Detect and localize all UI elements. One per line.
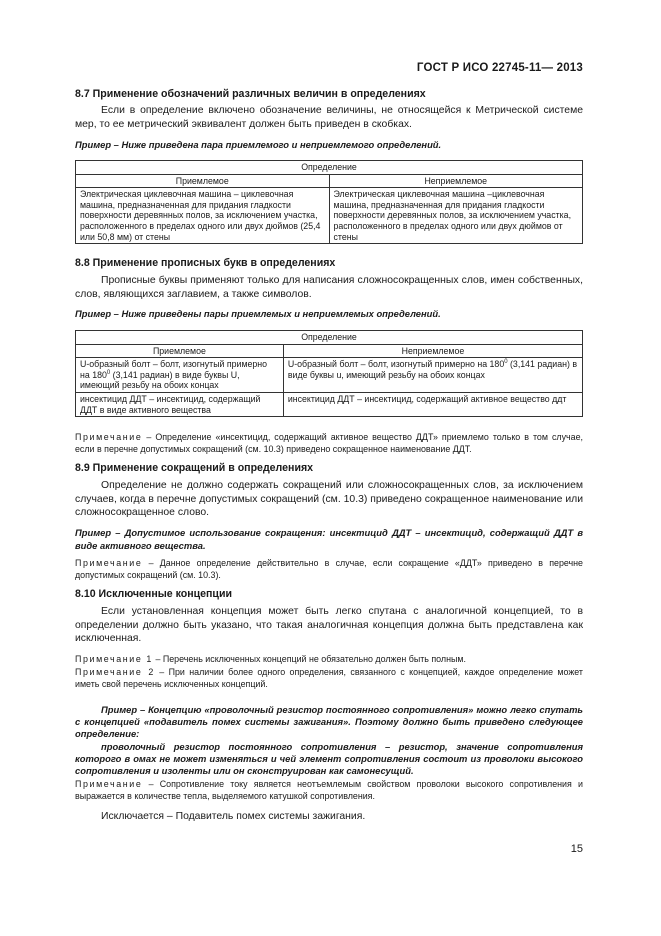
section-8-8-example: Пример – Ниже приведены пары приемлемых и неприемлемых определений. (75, 308, 441, 319)
document-id-header: ГОСТ Р ИСО 22745-11— 2013 (416, 62, 583, 74)
table-cell-acceptable: U-образный болт – болт, изогнутый примерно на $180^0$ (3,141 радиан) в виде буквы U, имеющий резьбу на обоих концах (76, 358, 284, 393)
definitions-table-1 (75, 160, 583, 244)
section-8-10-note-3: Примечание – Сопротивление току является неотъемлемым свойством проволоки высокого сопротивления и выражается в количестве тепла, выделяемого катушкой сопротивления. (75, 779, 583, 801)
table-header-acceptable: Приемлемое (76, 174, 330, 188)
section-8-7-example: Пример – Ниже приведена пара приемлемого и неприемлемого определений. (75, 139, 442, 150)
table-caption: Определение (76, 161, 583, 175)
section-8-8-heading: 8.8 Применение прописных букв в определениях (75, 257, 336, 269)
section-8-9-example: Пример – Допустимое использование сокращения: инсектицид ДДТ – инсектицид, содержащий ДДТ в виде активного вещества. (75, 527, 583, 551)
table-cell-acceptable: Электрическая циклевочная машина – циклевочная машина, предназначенная для придания гладкости поверхности деревянных полов, за исключением участка, расположенного в пределах одного или двух дюймов (25,4 или 50,8 мм) от стены (76, 188, 330, 244)
table-cell-unacceptable: U-образный болт – болт, изогнутый примерно на $180^0$ (3,141 радиан) в виде буквы u, имеющий резьбу на обоих концах (283, 358, 582, 393)
section-8-10-definition: проволочный резистор постоянного сопротивления – резистор, значение сопротивления которого в омах не может изменяться и чей элемент сопротивления состоит из проволоки высокого сопротивления и изоленты или он сконструирован как самонесущий. (75, 741, 583, 776)
definitions-table-2 (75, 330, 583, 417)
table-cell-unacceptable: Электрическая циклевочная машина –циклевочная машина, предназначенная для придания гладкости поверхности деревянных полов, за исключением участка, расположенного в пределах одного или двух дюймов от стены (329, 188, 583, 244)
table-caption: Определение (76, 331, 583, 345)
table-header-unacceptable: Неприемлемое (283, 344, 582, 358)
table-cell-acceptable: инсектицид ДДТ – инсектицид, содержащий ДДТ в виде активного вещества (76, 392, 284, 416)
section-8-8-paragraph: Прописные буквы применяют только для написания сложносокращенных слов, имен собственных, слов, являющихся заглавием, а также символов. (75, 275, 583, 300)
section-8-7-paragraph: Если в определение включено обозначение величины, не относящейся к Метрической системе мер, то ее метрический эквивалент должен быть приведен в скобках. (75, 105, 583, 130)
table-cell-unacceptable: инсектицид ДДТ – инсектицид, содержащий активное вещество ддт (283, 392, 582, 416)
section-8-9-note: Примечание – Данное определение действительно в случае, если сокращение «ДДТ» приведено в перечне допустимых сокращений (см. 10.3). (75, 558, 583, 580)
table-header-acceptable: Приемлемое (76, 344, 284, 358)
section-8-10-note-2: Примечание 2 – При наличии более одного определения, связанного с концепцией, каждое определение может иметь свой перечень исключенных концепций. (75, 667, 583, 689)
section-8-10-heading: 8.10 Исключенные концепции (75, 588, 232, 600)
section-8-9-heading: 8.9 Применение сокращений в определениях (75, 462, 314, 474)
section-8-10-paragraph: Если установленная концепция может быть легко спутана с аналогичной концепцией, то в определении должно быть указано, что такая аналогичная концепция должна быть представлена как исключенная. (75, 606, 583, 645)
section-8-9-paragraph: Определение не должно содержать сокращений или сложносокращенных слов, за исключением случаев, когда в перечне допустимых сокращений (см. 10.3) приведено сокращенное наименование или сложносокращенное слово. (75, 480, 583, 519)
section-8-10-example: Пример – Концепцию «проволочный резистор постоянного сопротивления» можно легко спутать с концепцией «подавитель помех системы зажигания». Поэтому должно быть приведено следующее определение: (75, 704, 583, 739)
section-8-7-heading: 8.7 Применение обозначений различных величин в определениях (75, 88, 426, 100)
page-number: 15 (570, 843, 583, 855)
section-8-10-excluded: Исключается – Подавитель помех системы зажигания. (101, 811, 366, 822)
section-8-8-note: Примечание – Определение «инсектицид, содержащий активное вещество ДДТ» приемлемо только в том случае, если в перечне допустимых сокращений (см. 10.3) приведено сокращенное наименование ДДТ. (75, 432, 583, 454)
section-8-10-note-1: Примечание 1 – Перечень исключенных концепций не обязательно должен быть полным. (75, 654, 466, 664)
table-header-unacceptable: Неприемлемое (329, 174, 583, 188)
